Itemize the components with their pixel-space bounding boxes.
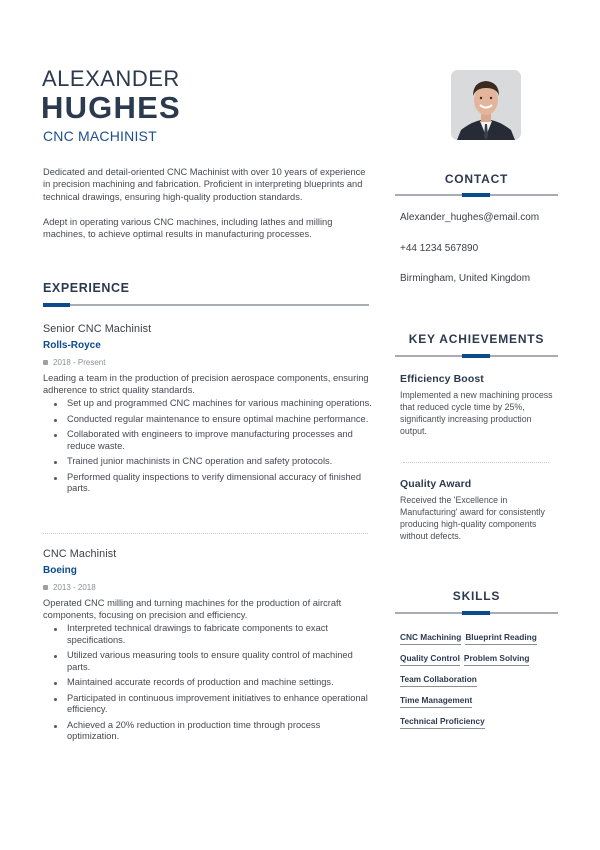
achievement-title: Quality Award [400, 478, 472, 490]
achievement-description: Received the 'Excellence in Manufacturing' award for consistently producing high-quality components without defects. [400, 495, 545, 541]
job-bullet: Utilized various measuring tools to ensure quality control of machined parts. [53, 650, 373, 673]
job-dates-text: 2013 - 2018 [53, 583, 96, 592]
divider-accent [43, 303, 70, 307]
job-bullets [43, 398, 373, 495]
job-bullet: Achieved a 20% reduction in production time through process optimization. [53, 720, 373, 743]
job-bullet: Participated in continuous improvement initiatives to enhance operational efficiency. [53, 693, 373, 716]
divider-accent [462, 611, 490, 615]
skill-row [400, 674, 560, 687]
job-bullet: Collaborated with engineers to improve manufacturing processes and reduce waste. [53, 429, 373, 452]
summary-paragraph: Adept in operating various CNC machines, including lathes and milling machines, to achieve optimal results in manufacturing processes. [43, 216, 333, 240]
job-separator [43, 533, 368, 534]
achievement-title: Efficiency Boost [400, 373, 484, 385]
skill-tag: Blueprint Reading [465, 632, 536, 645]
skill-row [400, 695, 560, 708]
job-bullets [43, 623, 373, 743]
job-company: Boeing [43, 565, 77, 576]
contact-heading: CONTACT [444, 172, 509, 186]
person-portrait-icon [451, 70, 521, 140]
job-entry [43, 323, 373, 499]
calendar-icon [43, 360, 48, 365]
skills-divider [395, 612, 558, 614]
job-company: Rolls-Royce [43, 340, 101, 351]
job-role: Senior CNC Machinist [43, 323, 152, 335]
profile-photo [451, 70, 521, 140]
skill-row [400, 653, 560, 666]
achievement-item [400, 373, 560, 437]
experience-heading: EXPERIENCE [43, 281, 130, 295]
skills-list [400, 632, 560, 737]
job-dates [43, 358, 373, 367]
achievement-separator [403, 462, 549, 463]
job-bullet: Maintained accurate records of production and machine settings. [53, 677, 373, 689]
skill-tag: Quality Control [400, 653, 460, 666]
job-dates-text: 2018 - Present [53, 358, 106, 367]
job-dates [43, 583, 373, 592]
contact-phone[interactable]: +44 1234 567890 [400, 243, 479, 254]
divider-accent [462, 193, 490, 197]
job-bullet: Performed quality inspections to verify dimensional accuracy of finished parts. [53, 472, 373, 495]
job-bullet: Conducted regular maintenance to ensure optimal machine performance. [53, 414, 373, 426]
skill-row [400, 716, 560, 729]
skill-tag: Technical Proficiency [400, 716, 485, 729]
job-description: Leading a team in the production of precision aerospace components, ensuring adherence to strict quality standards. [43, 373, 369, 395]
job-bullet: Interpreted technical drawings to fabricate components to exact specifications. [53, 623, 373, 646]
achievement-item [400, 478, 560, 542]
last-name: HUGHES [41, 90, 181, 125]
first-name: ALEXANDER [42, 66, 180, 91]
skills-heading: SKILLS [452, 589, 501, 603]
skill-row [400, 632, 560, 645]
job-title: CNC MACHINIST [43, 128, 157, 144]
skill-tag: Team Collaboration [400, 674, 477, 687]
achievement-description: Implemented a new machining process that reduced cycle time by 25%, significantly increasing production output. [400, 390, 553, 436]
summary-paragraph: Dedicated and detail-oriented CNC Machinist with over 10 years of experience in precision machining and fabrication. Proficient in interpreting blueprints and technical drawings, ensuring high-quality production standards. [43, 167, 366, 202]
skill-tag: Time Management [400, 695, 472, 708]
job-role: CNC Machinist [43, 548, 117, 560]
job-description: Operated CNC milling and turning machines for the production of aircraft components, focusing on precision and efficiency. [43, 598, 342, 620]
achievements-heading: KEY ACHIEVEMENTS [408, 332, 545, 346]
summary [43, 166, 373, 251]
experience-divider [43, 304, 369, 306]
skill-tag: CNC Machining [400, 632, 461, 645]
skill-tag: Problem Solving [464, 653, 529, 666]
job-bullet: Set up and programmed CNC machines for various machining operations. [53, 398, 373, 410]
achievements-divider [395, 355, 558, 357]
contact-location: Birmingham, United Kingdom [400, 273, 531, 284]
contact-divider [395, 194, 558, 196]
job-bullet: Trained junior machinists in CNC operation and safety protocols. [53, 456, 373, 468]
calendar-icon [43, 585, 48, 590]
contact-email[interactable]: Alexander_hughes@email.com [400, 212, 540, 223]
divider-accent [462, 354, 490, 358]
job-entry [43, 548, 373, 747]
